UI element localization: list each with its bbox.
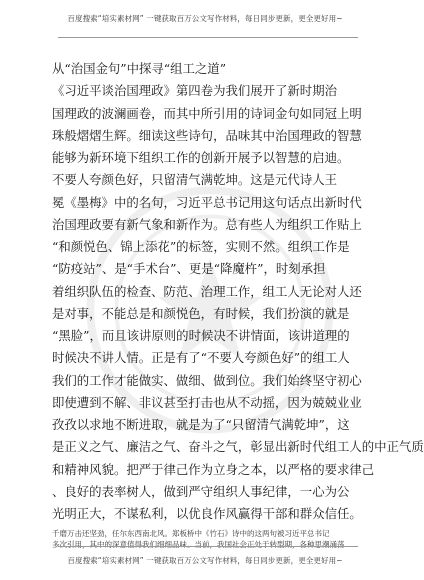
footnote-line: 千磨万击还坚劲，任尔东西南北风。郑板桥中《竹石》诗中的这两句被习近平总书记 <box>52 529 330 539</box>
document-body <box>52 58 424 550</box>
text-line: 着组织队伍的检查、防范、治理工作，组工人无论对人还 <box>52 283 362 299</box>
text-line: 是正义之气、廉洁之气、奋斗之气，彰显出新时代组工人的中正气质 <box>52 439 424 455</box>
text-line: 是对事，不能总是和颜悦色，有时候，我们扮演的就是 <box>52 305 350 321</box>
text-line: 珠般熠熠生辉。细读这些诗句，品味其中治国理政的智慧 <box>52 127 362 143</box>
text-line: 我们的工作才能做实、做细、做到位。我们始终坚守初心 <box>52 372 362 388</box>
text-line: “防疫站”、是“手术台”、更是“降魔杵”，时刻承担 <box>52 261 326 277</box>
text-line: 时候决不讲人情。正是有了“不要人夸颜色好”的组工人 <box>52 350 350 366</box>
text-line: 即使遭到不解、非议甚至打击也从不动摇，因为兢兢业业 <box>52 394 362 410</box>
text-line: 国理政的波澜画卷，而其中所引用的诗词金句如同冠上明 <box>52 105 362 121</box>
text-line: 光明正大，不谋私利，以优良作风赢得干部和群众信任。 <box>52 506 362 521</box>
text-line: 不要人夸颜色好，只留清气满乾坤。这是元代诗人王 <box>52 172 337 188</box>
text-line: 和精神风貌。把严于律己作为立身之本，以严格的要求律己 <box>52 461 375 477</box>
footer-divider <box>58 546 358 547</box>
text-line: “黑脸”，而且该讲原则的时候决不讲情面，该讲道理的 <box>52 328 350 343</box>
text-line: 能够为新环境下组织工作的创新开展予以智慧的启迪。 <box>52 150 350 165</box>
header-banner: 百度搜索“培实素材网” 一键获取百万公文写作材料，每日同步更新，更全更好用~ <box>67 14 343 23</box>
text-line: 孜孜以求地不断进取，就是为了“只留清气满乾坤”，这 <box>52 417 350 432</box>
text-line: 《习近平谈治国理政》第四卷为我们展开了新时期治 <box>52 83 337 99</box>
footnote-line: 多次引用，其中的深意值得我们细细品味。当前，我国社会正处于转型期，各种思潮涌荡 <box>52 540 345 550</box>
text-line: 治国理政要有新气象和新作为。总有些人为组织工作贴上 <box>52 216 362 232</box>
text-line: 、良好的表率树人，做到严守组织人事纪律，一心为公 <box>52 483 350 499</box>
footer-banner: 百度搜索“培实素材网” 一键获取百万公文写作材料，每日同步更新，更全更好用~ <box>67 556 343 565</box>
section-heading: 从“治国金句”中探寻“组工之道” <box>52 61 227 76</box>
header-divider <box>58 37 358 38</box>
text-line: “和颜悦色、锦上添花”的标签，实则不然。组织工作是 <box>52 239 350 254</box>
text-line: 冕《墨梅》中的名句，习近平总书记用这句话点出新时代 <box>52 194 362 210</box>
